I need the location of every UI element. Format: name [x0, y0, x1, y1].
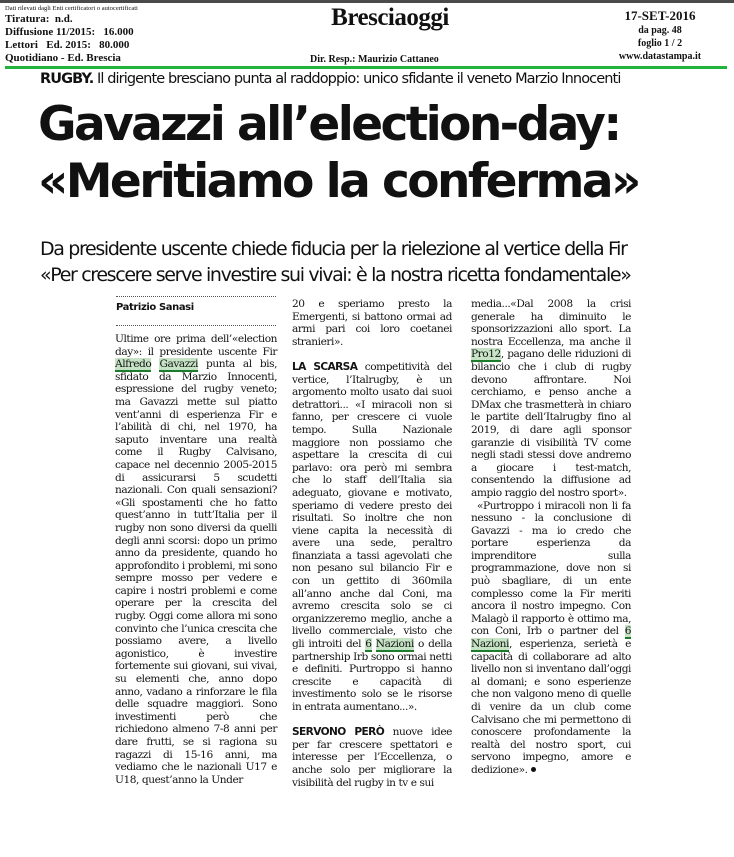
text: nuove idee per far crescere spettatori e interesse per l’Eccellenza, o anche solo per migliorare la visibilità del rugby in tv e sui — [292, 726, 452, 789]
paragraph — [292, 361, 452, 714]
text: o della partnership Irb sono ormai netti e definiti. Purtroppo si hanno crescite e capacità di investimento solo se le risorse in entrata aumentano...». — [292, 638, 453, 713]
divider — [116, 325, 276, 326]
paragraph: 20 e speriamo presto la Emergenti, si battono ormai ad armi pari coi loro coetanei stranieri». — [292, 298, 452, 348]
certification-note: Dati rilevati dagli Enti certificatori o autocertificati — [5, 5, 138, 12]
director: Dir. Resp.: Maurizio Cattaneo — [310, 54, 439, 65]
paragraph — [292, 726, 452, 789]
subheadline — [40, 236, 631, 288]
newspaper-logo: Bresciaoggi — [331, 4, 449, 31]
header-divider — [5, 66, 727, 69]
kicker — [40, 71, 620, 87]
page-ref: da pag. 48 — [638, 25, 682, 36]
issue-date: 17-SET-2016 — [624, 8, 696, 23]
spacer — [292, 714, 452, 727]
paragraph-lead: LA SCARSA — [292, 360, 358, 373]
press-stats — [5, 4, 255, 65]
kicker-tag: RUGBY. — [40, 71, 94, 87]
text: Ultime ore prima dell’«election day»: il presidente uscente Fir — [115, 333, 277, 358]
text: punta al bis, sfidato da Marzio Innocenti, espressione del rugby veneto; ma Gavazzi mette sul piatto vent’anni di esperienza Fir e l’abilità di chi, nel 1970, ha saputo inventare una realtà come il Rugby Calvisano, capace nel decennio 2005-2015 di assicurarsi 5 scudetti nazionali. Con quali sensazioni? «Gli spostamenti che ho fatto quest’anno in tutt’Italia per il rugby non sono diversi da quelli degli anni scorsi: dopo un primo anno da presidente, quando ho approfondito i problemi, mi sono sempre mosso per vedere e capire i nostri problemi e come operare per la crescita del rugby. Oggi come allora mi sono convinto che l’unica crescita che possiamo avere, a livello agonistico, è investire fortemente sui giovani, sui vivai, su elementi che, anno dopo anno, vadano a rinforzare le fila delle squadre maggiori. Sono investimenti però che richiedono almeno 7-8 anni per dare frutti, se si ragiona su ragazzi di 15-16 anni, ma vediamo che le nazionali U17 e U18, quest’anno la Under — [115, 358, 277, 786]
paragraph-lead: SERVONO PERÒ — [292, 726, 385, 739]
highlighted-keyword: 6 — [365, 638, 372, 651]
headline-line-1: Gavazzi all’election-day: — [38, 97, 620, 152]
highlighted-keyword: Pro12 — [471, 348, 501, 361]
text: «Purtroppo i miracoli non li fa nessuno - la conclusione di Gavazzi - ma io credo che portare esperienza da imprenditore sulla programmazione, dove non si può sbagliare, di un ente complesso come la Fir meriti ancora il nostro impegno. Con Malagò il rapporto è ottimo ma, con Coni, Irb o partner del — [471, 499, 631, 638]
issue-info — [590, 8, 730, 63]
stat-label: Lettori Ed. 2015: — [5, 39, 91, 51]
stat-value: n.d. — [54, 13, 73, 25]
text: competitività del vertice, l’Italrugby, è un argomento molto usato dai suoi detrattori... «I miracoli non si fanno, per crescere ci vuole tempo. Sulla Nazionale maggiore non possiamo che aspettare la crescita di cui parlavo: ora però mi sembra che lo staff dell’Italia sia adeguato, giovane e motivato, speriamo di vedere presto dei risultati. So inoltre che non viene capita la necessità di avere una sede, peraltro finanziata a tassi agevolati che non pesano sul bilancio Fir e con un gettito di 360mila all’anno anche dal Coni, ma avremo crescita solo se ci organizzeremo meglio, anche a livello commerciale, visto che gli introiti del — [292, 360, 452, 651]
stat-diffusione — [5, 26, 255, 39]
kicker-text: Il dirigente bresciano punta al raddoppio: unico sfidante il veneto Marzio Innocenti — [93, 71, 621, 87]
end-of-article-bullet-icon — [531, 767, 536, 772]
stat-value: 80.000 — [99, 39, 130, 51]
highlighted-keyword: Gavazzi — [159, 358, 198, 371]
article-column-1 — [115, 333, 277, 786]
stat-label: Diffusione 11/2015: — [5, 26, 96, 38]
article-column-2 — [292, 298, 452, 789]
stat-value: 16.000 — [103, 26, 134, 38]
subheadline-line-2: «Per crescere serve investire sui vivai: è la nostra ricetta fondamentale» — [40, 264, 631, 286]
source-site: www.datastampa.it — [618, 51, 702, 62]
stat-lettori — [5, 39, 255, 52]
highlighted-keyword: Alfredo — [115, 358, 152, 371]
byline-box — [116, 296, 276, 326]
paragraph — [471, 500, 631, 777]
text: , pagano delle riduzioni di bilancio che i club di rugby devono affrontare. Noi cerchiamo, e penso anche a DMax che trasmetterà in chiaro le partite dell’Italrugby fino al 2019, di dare agli sponsor garanzie di visibilità TV come negli stadi stessi dove andremo a giocare i test-match, consentendo la diffusione ad ampio raggio del nostro sport». — [471, 348, 631, 499]
headline — [38, 96, 639, 210]
highlighted-keyword: Nazioni — [471, 638, 509, 651]
spacer — [292, 348, 452, 361]
highlighted-keyword: Nazioni — [375, 638, 414, 651]
headline-line-2: «Meritiamo la conferma» — [38, 154, 639, 209]
article-column-3 — [471, 298, 631, 777]
subheadline-line-1: Da presidente uscente chiede fiducia per la rielezione al vertice della Fir — [40, 238, 627, 260]
sheet-ref: foglio 1 / 2 — [637, 38, 683, 49]
byline: Patrizio Sanasi — [116, 302, 194, 313]
stat-tiratura — [5, 13, 255, 26]
paragraph — [471, 298, 631, 500]
text: , esperienza, serietà e capacità di collaborare ad alto livello non si inventano dall’oggi al domani; e sono esperienze che non valgono meno di quelle di venire da un club come Calvisano che mi permettono di conoscere profondamente la realtà del nostro sport, cui servono impegno, amore e dedizione». — [471, 638, 631, 776]
edition: Quotidiano - Ed. Brescia — [5, 52, 121, 64]
stat-label: Tiratura: — [5, 13, 50, 25]
text: media...«Dal 2008 la crisi generale ha diminuito le sponsorizzazioni allo sport. La nostra Eccellenza, ma anche il — [471, 298, 631, 348]
highlighted-keyword: 6 — [624, 625, 631, 638]
paragraph — [115, 333, 277, 786]
